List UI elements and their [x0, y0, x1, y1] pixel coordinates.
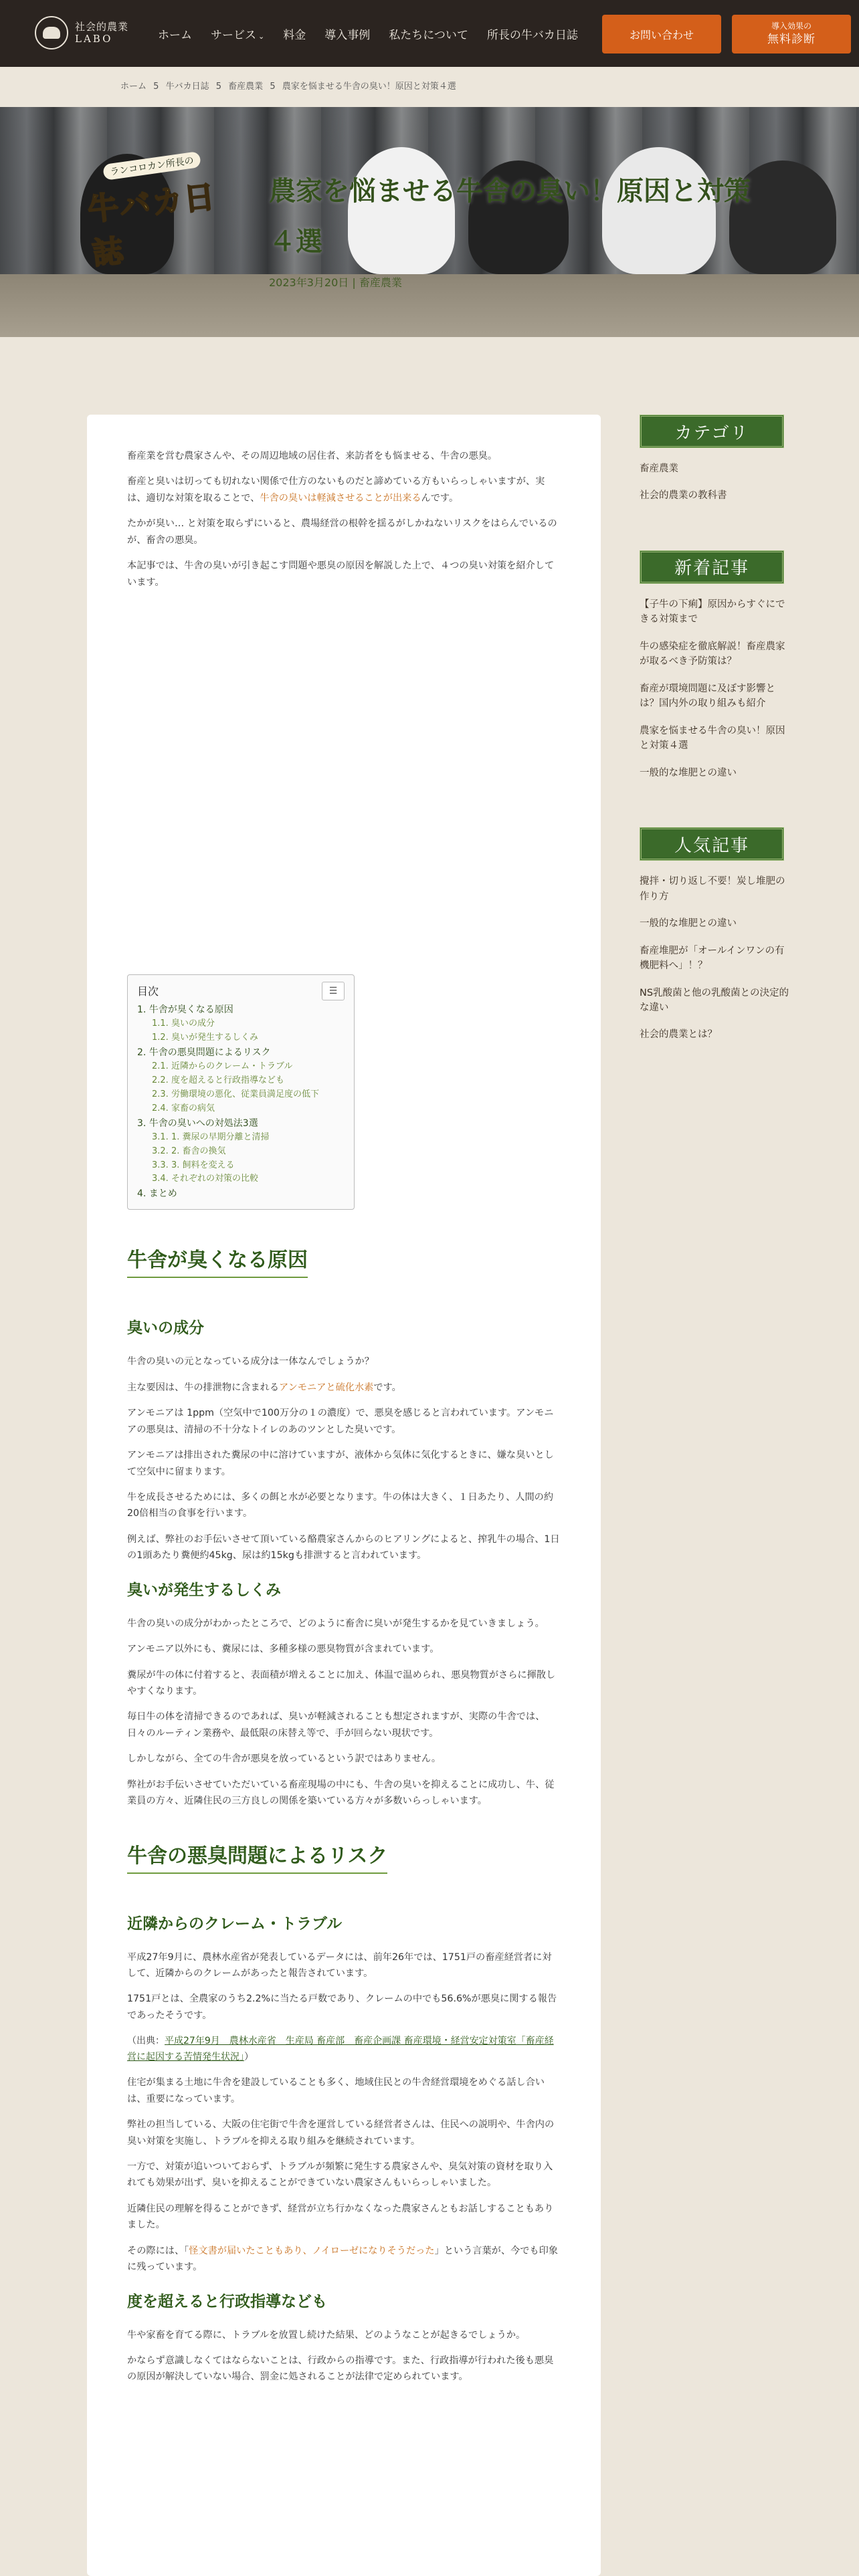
popular-post-link[interactable]: 社会的農業とは？: [640, 1029, 717, 1041]
nav-pricing[interactable]: 料金: [283, 29, 306, 42]
contact-button[interactable]: お問い合わせ: [602, 15, 721, 53]
badge-subtitle: ランコロカン所長の: [102, 151, 201, 181]
section-heading: 牛舎が臭くなる原因: [127, 1243, 308, 1278]
popular-post-link[interactable]: NS乳酸菌と他の乳酸菌との決定的な違い: [640, 987, 789, 1013]
nav-about[interactable]: 私たちについて: [389, 29, 468, 42]
body-paragraph: アンモニアは排出された糞尿の中に溶けていますが、液体から気体に気化するときに、嫌な臭いとして空気中に留まります。: [127, 1450, 554, 1477]
toc-item[interactable]: 3.3. 3. 飼料を変える: [152, 1160, 235, 1170]
body-paragraph: 主な要因は、牛の排泄物に含まれるアンモニアと硫化水素です。: [127, 1382, 401, 1393]
nav-services[interactable]: サービス ⌄: [211, 29, 265, 42]
barn-floor: [0, 274, 859, 337]
source-link[interactable]: 平成27年9月 農林水産省 生産局 畜産部 畜産企画課 畜産環境・経営安定対策室「畜産経営に起因する苦情発生状況」: [127, 2036, 554, 2063]
category-widget: [640, 415, 793, 504]
site-logo[interactable]: [35, 16, 128, 49]
chevron-down-icon: ⌄: [258, 32, 265, 41]
main-nav: [149, 25, 587, 42]
popular-posts-widget: [640, 827, 793, 1043]
intro-paragraph: 畜産と臭いは切っても切れない関係で仕方のないものだと諦めている方もいらっしゃいますが、実は、適切な対策を取ることで、牛舎の臭いは軽減させることが出来るんです。: [127, 476, 545, 504]
breadcrumb-separator: 5: [270, 82, 276, 92]
highlight-text: アンモニアと硫化水素: [279, 1382, 374, 1393]
free-diagnosis-button[interactable]: [732, 15, 851, 53]
body-paragraph: 毎日牛の体を清掃できるのであれば、臭いが軽減されることも想定されますが、実際の牛舎では、日々のルーティン業務や、最低限の床替え等で、手が回らない現状です。: [127, 1711, 545, 1739]
recent-post-link[interactable]: 一般的な堆肥との違い: [640, 767, 737, 778]
breadcrumb-separator: 5: [153, 82, 159, 92]
nav-cases[interactable]: 導入事例: [324, 29, 371, 42]
subsection-heading: 近隣からのクレーム・トラブル: [127, 1915, 343, 1933]
toc-item[interactable]: 3.4. それぞれの対策の比較: [152, 1174, 258, 1184]
widget-title: 人気記事: [640, 827, 784, 861]
toc-item[interactable]: 1.2. 臭いが発生するしくみ: [152, 1033, 258, 1043]
breadcrumb-category[interactable]: 畜産農業: [228, 82, 264, 92]
category-link[interactable]: 畜産農業: [640, 463, 678, 474]
popular-post-link[interactable]: 一般的な堆肥との違い: [640, 918, 737, 930]
toc-item[interactable]: 2.1. 近隣からのクレーム・トラブル: [152, 1061, 293, 1072]
hero-banner: [0, 107, 859, 337]
widget-title: カテゴリ: [640, 415, 784, 448]
post-category-link[interactable]: 畜産農業: [359, 276, 402, 289]
toc-title: 目次: [137, 984, 159, 998]
body-paragraph: 一方で、対策が追いついておらず、トラブルが頻繁に発生する農家さんや、臭気対策の資材を取り入れても効果が出ず、臭いを抑えることができていない農家さんもいらっしゃいました。: [127, 2161, 553, 2189]
section-heading: 牛舎の悪臭問題によるリスク: [127, 1839, 387, 1874]
breadcrumb-current: 農家を悩ませる牛舎の臭い！原因と対策４選: [282, 82, 456, 92]
breadcrumb-home[interactable]: ホーム: [120, 82, 147, 92]
widget-title: 新着記事: [640, 550, 784, 584]
toc-item[interactable]: 3. 牛舎の臭いへの対処法3選: [137, 1117, 258, 1129]
meta-separator: |: [352, 276, 356, 289]
body-paragraph: 1751戸とは、全農家のうち2.2%に当たる戸数であり、クレームの中でも56.6%が悪臭に関する報告であったそうです。: [127, 1994, 557, 2021]
toc-item[interactable]: 3.1. 1. 糞尿の早期分離と清掃: [152, 1132, 270, 1142]
toc-item[interactable]: 2.4. 家畜の病気: [152, 1103, 215, 1113]
page-title: 農家を悩ませる牛舎の臭い！原因と対策４選: [269, 176, 751, 257]
toc-item[interactable]: 2.3. 労働環境の悪化、従業員満足度の低下: [152, 1089, 319, 1099]
toc-item[interactable]: 3.2. 2. 畜舎の換気: [152, 1146, 226, 1156]
body-paragraph: しかしながら、全ての牛舎が悪臭を放っているという訳ではありません。: [127, 1753, 442, 1765]
body-paragraph: アンモニア以外にも、糞尿には、多種多様の悪臭物質が含まれています。: [127, 1644, 440, 1655]
body-paragraph: 住宅が集まる土地に牛舎を建設していることも多く、地域住民との牛舎経営環境をめぐる話し合いは、重要になっています。: [127, 2077, 545, 2105]
category-link[interactable]: 社会的農業の教科書: [640, 490, 727, 502]
recent-post-link[interactable]: 畜産が環境問題に及ぼす影響とは？国内外の取り組みも紹介: [640, 683, 775, 710]
breadcrumb: [120, 79, 460, 92]
diagnosis-small-label: 導入効果の: [771, 21, 812, 31]
body-paragraph: 牛や家畜を育てる際に、トラブルを放置し続けた結果、どのようなことが起きるでしょうか。: [127, 2329, 526, 2341]
subsection-heading: 臭いの成分: [127, 1319, 204, 1337]
recent-post-link[interactable]: 農家を悩ませる牛舎の臭い！原因と対策４選: [640, 725, 785, 752]
logo-text: [75, 21, 128, 45]
subsection-heading: 臭いが発生するしくみ: [127, 1581, 281, 1599]
diary-badge-logo: [86, 155, 235, 272]
body-paragraph: かならず意識しなくてはならないことは、行政からの指導です。また、行政指導が行われた後も悪臭の原因が解決していない場合、罰金に処されることが法律で定められています。: [127, 2355, 554, 2383]
list-toggle-icon[interactable]: ☰: [322, 982, 345, 1000]
body-paragraph: 近隣住民の理解を得ることができず、経営が立ち行かなくなった農家さんともお話しすることもありました。: [127, 2203, 554, 2231]
ad-placeholder: [127, 600, 561, 974]
article-content: [127, 448, 561, 2395]
post-meta: [269, 274, 402, 290]
recent-post-link[interactable]: 【子牛の下痢】原因からすぐにできる対策まで: [640, 599, 785, 625]
highlight-text: 牛舎の臭いは軽減させることが出来る: [260, 492, 421, 504]
body-paragraph: 平成27年9月に、農林水産省が発表しているデータには、前年26年では、1751戸の畜産経営者に対して、近隣からのクレームがあったと報告されています。: [127, 1951, 552, 1979]
toc-item[interactable]: 2. 牛舎の悪臭問題によるリスク: [137, 1047, 271, 1058]
nav-diary[interactable]: 所長の牛バカ日誌: [486, 29, 578, 42]
diagnosis-big-label: 無料診断: [767, 32, 816, 46]
table-of-contents: [127, 974, 355, 1210]
breadcrumb-diary[interactable]: 牛バカ日誌: [165, 82, 209, 92]
toc-item[interactable]: 1. 牛舎が臭くなる原因: [137, 1004, 233, 1015]
body-paragraph: 例えば、弊社のお手伝いさせて頂いている酪農家さんからのヒアリングによると、搾乳牛の場合、1日の1頭あたり糞便約45kg、尿は約15kgも排泄すると言われています。: [127, 1533, 560, 1562]
logo-line2: LABO: [75, 33, 113, 45]
article-card: [87, 415, 601, 2576]
toc-item[interactable]: 1.1. 臭いの成分: [152, 1018, 215, 1029]
popular-post-link[interactable]: 畜産堆肥が「オールインワンの有機肥料へ」！？: [640, 945, 785, 972]
breadcrumb-separator: 5: [215, 82, 222, 92]
body-paragraph: 牛舎の臭いの成分がわかったところで、どのように畜舎に臭いが発生するかを見ていきましょう。: [127, 1618, 545, 1629]
body-paragraph: 糞尿が牛の体に付着すると、表面積が増えることに加え、体温で温められ、悪臭物質がさらに揮散しやすくなります。: [127, 1669, 556, 1697]
recent-post-link[interactable]: 牛の感染症を徹底解説！畜産農家が取るべき予防策は？: [640, 641, 785, 667]
body-paragraph: アンモニアは 1ppm（空気中で100万分の１の濃度）で、悪臭を感じると言われています。アンモニアの悪臭は、清掃の不十分なトイレのあのツンとした臭いです。: [127, 1408, 554, 1435]
toc-item[interactable]: 2.2. 度を超えると行政指導なども: [152, 1075, 284, 1086]
post-date: 2023年3月20日: [269, 276, 349, 289]
cow-logo-icon: [35, 16, 68, 49]
nav-home[interactable]: ホーム: [158, 29, 192, 42]
intro-paragraph: たかが臭い… と対策を取らずにいると、農場経営の根幹を揺るがしかねないリスクをはらんでいるのが、畜舎の悪臭。: [127, 518, 557, 546]
toc-item[interactable]: 4. まとめ: [137, 1188, 177, 1200]
body-paragraph: 弊社がお手伝いさせていただいている畜産現場の中にも、牛舎の臭いを抑えることに成功し、牛、従業員の方々、近隣住民の三方良しの関係を築いている方々が多数いらっしゃいます。: [127, 1779, 555, 1807]
intro-paragraph: 畜産業を営む農家さんや、その周辺地域の居住者、来訪者をも悩ませる、牛舎の悪臭。: [127, 451, 498, 461]
subsection-heading: 度を超えると行政指導なども: [127, 2292, 327, 2311]
body-paragraph: 牛を成長させるためには、多くの餌と水が必要となります。牛の体は大きく、１日あたり、人間の約20倍相当の食事を行います。: [127, 1492, 554, 1519]
body-paragraph: その際には、「怪文書が届いたこともあり、ノイローゼになりそうだった」という言葉が、今でも印象に残っています。: [127, 2245, 558, 2273]
body-paragraph: 牛舎の臭いの元となっている成分は一体なんでしょうか？: [127, 1356, 374, 1368]
recent-posts-widget: [640, 550, 793, 780]
badge-title: 牛バカ日誌: [86, 178, 218, 272]
logo-line1: 社会的農業: [75, 21, 129, 33]
popular-post-link[interactable]: 攪拌・切り返し不要！炭し堆肥の作り方: [640, 876, 785, 902]
sidebar: [640, 415, 793, 1089]
site-header: [0, 0, 859, 67]
body-paragraph: 弊社の担当している、大阪の住宅街で牛舎を運営している経営者さんは、住民への説明や、牛舎内の臭い対策を実施し、トラブルを抑える取り組みを継続されています。: [127, 2119, 555, 2147]
source-citation: （出典：平成27年9月 農林水産省 生産局 畜産部 畜産企画課 畜産環境・経営安定対策室「畜産経営に起因する苦情発生状況」）: [127, 2036, 554, 2063]
intro-paragraph: 本記事では、牛舎の臭いが引き起こす問題や悪臭の原因を解説した上で、４つの臭い対策を紹介しています。: [127, 560, 555, 588]
highlight-text: 怪文書が届いたこともあり、ノイローゼになりそうだった: [189, 2245, 435, 2256]
